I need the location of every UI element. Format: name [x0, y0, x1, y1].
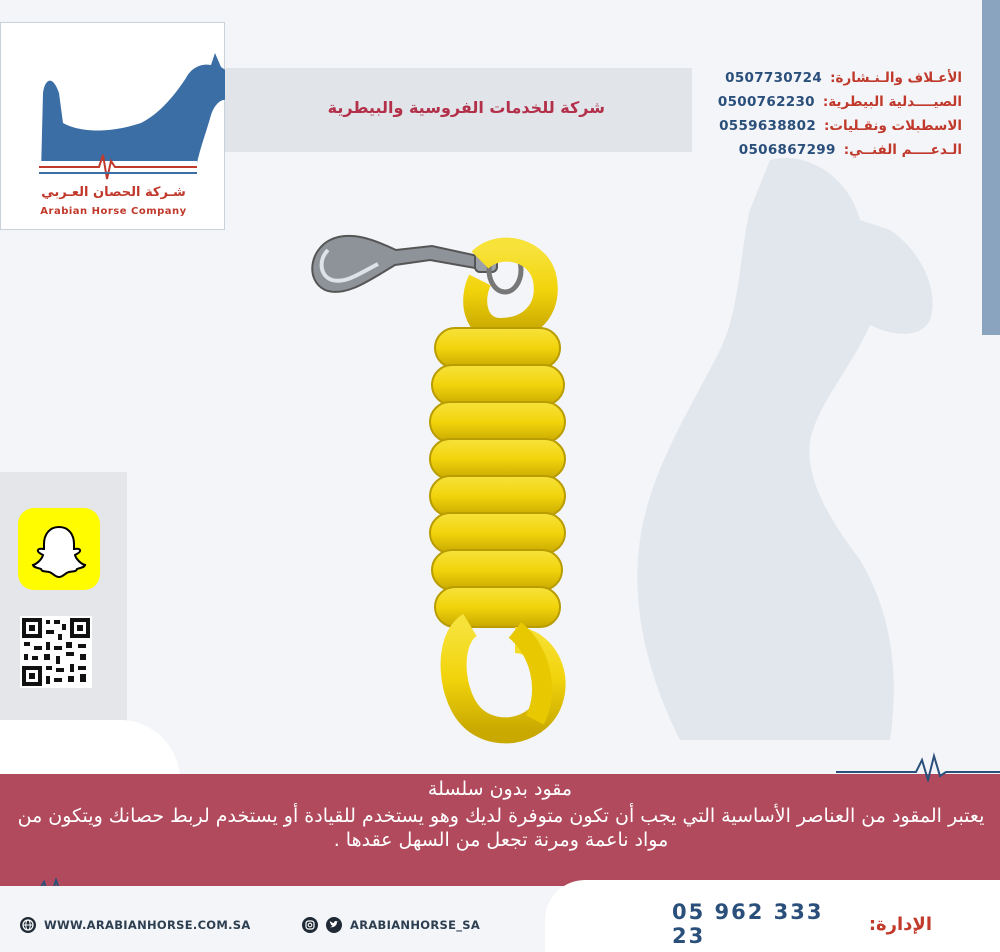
twitter-icon: [326, 917, 342, 933]
contact-label: الصيــــدلية البيطرية:: [822, 94, 962, 110]
contact-number[interactable]: 0507730724: [725, 70, 823, 86]
accent-bar: [982, 0, 1000, 335]
decorative-wave: [0, 720, 180, 780]
contact-number[interactable]: 0559638802: [719, 118, 817, 134]
contact-list: [712, 66, 962, 162]
website-text: WWW.ARABIANHORSE.COM.SA: [44, 918, 251, 932]
website-link[interactable]: [20, 917, 251, 933]
admin-contact: [672, 900, 932, 948]
logo-name-english: Arabian Horse Company: [40, 206, 187, 217]
background-horse-silhouette: [560, 140, 1000, 780]
logo-name-arabic: شـركة الحصان العـربي: [41, 185, 186, 200]
company-logo: [0, 22, 225, 230]
heartbeat-line-icon: [836, 752, 1000, 782]
product-title: مقود بدون سلسلة: [427, 778, 573, 800]
contact-label: الأعـلاف والـنـشارة:: [830, 70, 962, 86]
product-image-lead-rope: [300, 220, 580, 770]
admin-number[interactable]: 05 962 333 23: [672, 900, 824, 948]
contact-number[interactable]: 0500762230: [717, 94, 815, 110]
snapchat-icon: [29, 519, 89, 579]
contact-number[interactable]: 0506867299: [738, 142, 836, 158]
social-handle-text: ARABIANHORSE_SA: [350, 918, 481, 932]
contact-row: [712, 66, 962, 90]
globe-icon: [20, 917, 36, 933]
contact-row: [712, 114, 962, 138]
qr-code[interactable]: [20, 616, 92, 688]
product-banner: [0, 774, 1000, 886]
header-band: [225, 68, 692, 152]
social-handle[interactable]: [302, 917, 480, 933]
product-description: يعتبر المقود من العناصر الأساسية التي يجب أن تكون متوفرة لديك وهو يستخدم للقيادة أو يستخدم لربط حصانك ويتكون من مواد ناعمة ومرنة تجعل من السهل عقدها .: [17, 805, 985, 851]
contact-label: الاسطبلات ونقـليات:: [824, 118, 962, 134]
instagram-icon: [302, 917, 318, 933]
header-title: شركة للخدمات الفروسية والبيطرية: [327, 98, 605, 117]
contact-label: الـدعــــم الفنــي:: [843, 142, 962, 158]
contact-row: [712, 90, 962, 114]
contact-row: [712, 138, 962, 162]
snapchat-code[interactable]: [18, 508, 100, 590]
admin-label: الإدارة:: [868, 913, 932, 935]
